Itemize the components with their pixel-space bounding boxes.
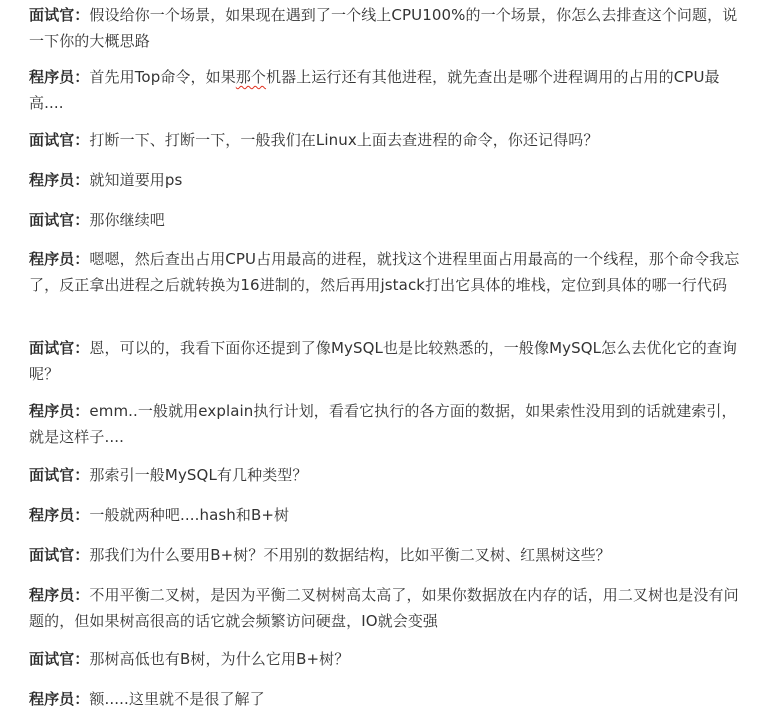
dialogue-line-13 <box>29 646 746 672</box>
dialogue-line-6 <box>29 246 746 298</box>
speaker-label: 面试官： <box>29 650 90 668</box>
speaker-label: 程序员： <box>29 402 90 420</box>
dialogue-text: 一般就两种吧....hash和B+树 <box>89 506 290 524</box>
dialogue-line-12 <box>29 582 746 634</box>
dialogue-text: 恩，可以的，我看下面你还提到了像MySQL也是比较熟悉的，一般像MySQL怎么去优化它的查询呢？ <box>29 339 738 383</box>
dialogue-text: 嗯嗯，然后查出占用CPU占用最高的进程，就找这个进程里面占用最高的一个线程，那个命令我忘了，反正拿出进程之后就转换为16进制的，然后再用jstack打出它具体的堆栈，定位到具体的哪一行代码 <box>29 250 740 294</box>
dialogue-text: 就知道要用ps <box>89 171 183 189</box>
dialogue-line-4 <box>29 167 746 193</box>
speaker-label: 程序员： <box>29 690 90 708</box>
dialogue-line-1 <box>29 2 746 54</box>
dialogue-text: emm..一般就用explain执行计划，看看它执行的各方面的数据，如果索性没用到的话就建索引，就是这样子.... <box>29 402 737 446</box>
dialogue-text: 假设给你一个场景，如果现在遇到了一个线上CPU100%的一个场景，你怎么去排查这个问题，说一下你的大概思路 <box>29 6 738 50</box>
dialogue-text: 那你继续吧 <box>89 211 165 229</box>
dialogue-line-3 <box>29 127 746 153</box>
dialogue-text: 机器上运行还有其他进程，就先查出是哪个进程调用的占用的CPU最高.... <box>29 68 720 112</box>
speaker-label: 程序员： <box>29 68 90 86</box>
dialogue-line-11 <box>29 542 746 568</box>
speaker-label: 面试官： <box>29 339 90 357</box>
dialogue-text: 首先用Top命令，如果 <box>89 68 236 86</box>
dialogue-text: 额.....这里就不是很了解了 <box>89 690 265 708</box>
speaker-label: 程序员： <box>29 586 90 604</box>
dialogue-text: 那树高低也有B树，为什么它用B+树？ <box>89 650 350 668</box>
dialogue-line-2 <box>29 64 746 116</box>
speaker-label: 面试官： <box>29 546 90 564</box>
dialogue-line-14 <box>29 686 746 712</box>
speaker-label: 面试官： <box>29 131 90 149</box>
dialogue-line-8 <box>29 398 746 450</box>
dialogue-text: 不用平衡二叉树，是因为平衡二叉树树高太高了，如果你数据放在内存的话，用二叉树也是没有问题的，但如果树高很高的话它就会频繁访问硬盘，IO就会变强 <box>29 586 739 630</box>
speaker-label: 面试官： <box>29 466 90 484</box>
speaker-label: 程序员： <box>29 171 90 189</box>
speaker-label: 面试官： <box>29 211 90 229</box>
speaker-label: 程序员： <box>29 506 90 524</box>
dialogue-text: 打断一下、打断一下，一般我们在Linux上面去查进程的命令，你还记得吗？ <box>89 131 599 149</box>
dialogue-text: 那索引一般MySQL有几种类型？ <box>89 466 308 484</box>
speaker-label: 程序员： <box>29 250 90 268</box>
dialogue-text: 那我们为什么要用B+树？不用别的数据结构，比如平衡二叉树、红黑树这些？ <box>89 546 611 564</box>
speaker-label: 面试官： <box>29 6 90 24</box>
spellcheck-underlined-text: 那个 <box>235 68 267 86</box>
dialogue-line-10 <box>29 502 746 528</box>
dialogue-line-5 <box>29 207 746 233</box>
dialogue-line-7 <box>29 335 746 387</box>
dialogue-line-9 <box>29 462 746 488</box>
